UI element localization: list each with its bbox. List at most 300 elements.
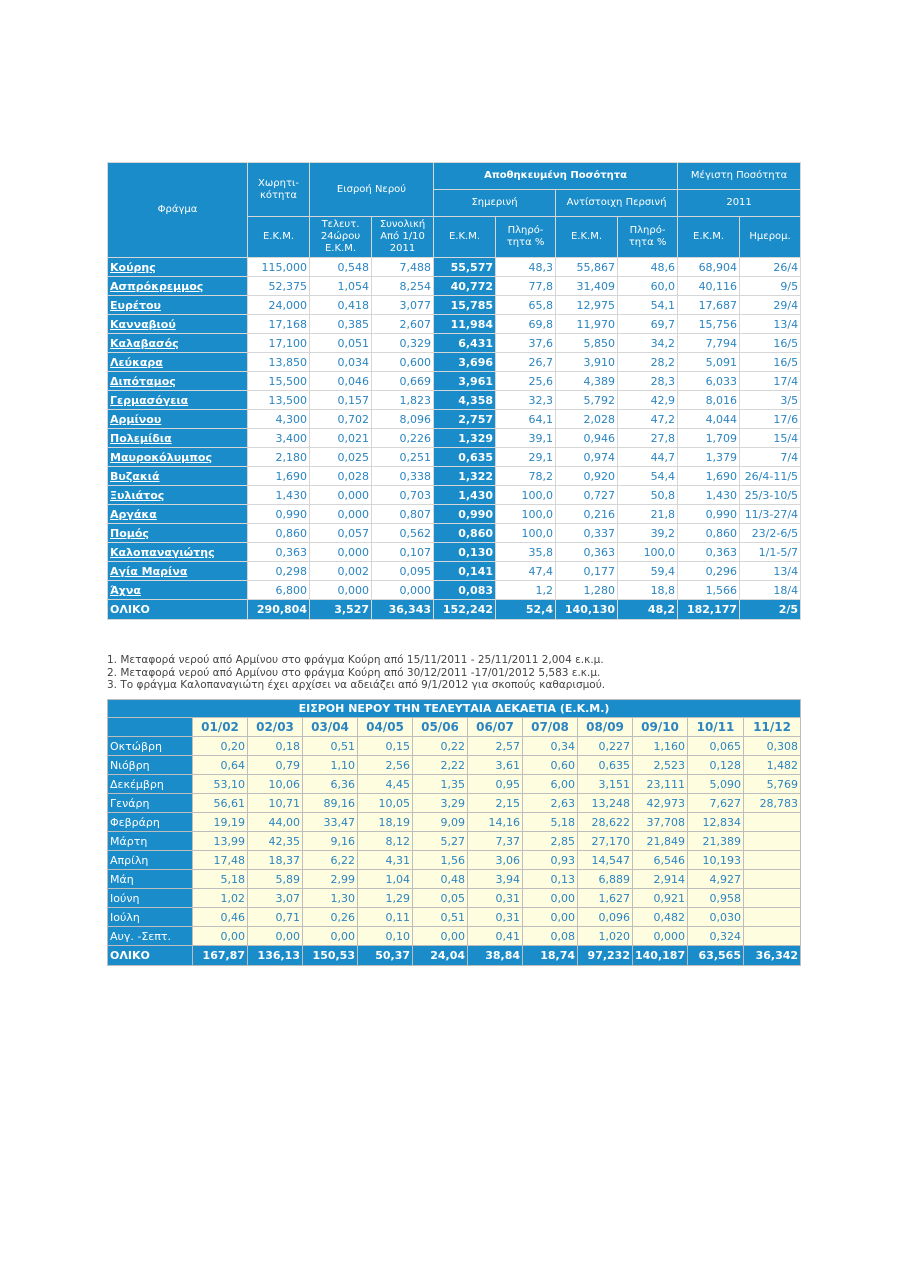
inflow-cell	[744, 889, 801, 908]
inflow-cell: 3,151	[578, 775, 633, 794]
cell-previous-volume: 31,409	[556, 277, 618, 296]
cell-today-volume: 1,322	[434, 467, 496, 486]
cell-today-volume: 4,358	[434, 391, 496, 410]
header-inflow: Εισροή Νερού	[310, 163, 434, 217]
table-row	[108, 908, 801, 927]
inflow-cell: 1,35	[413, 775, 468, 794]
dam-name-link[interactable]: Πολεμίδια	[108, 429, 248, 448]
month-label: Ιούλη	[108, 908, 193, 927]
header-prev-ekm: Ε.Κ.Μ.	[556, 217, 618, 258]
inflow-cell: 0,227	[578, 737, 633, 756]
cell-today-fill-pct: 37,6	[496, 334, 556, 353]
cell-previous-fill-pct: 44,7	[618, 448, 678, 467]
table-row	[108, 927, 801, 946]
cell-today-volume: 0,141	[434, 562, 496, 581]
header-stored: Αποθηκευμένη Ποσότητα	[434, 163, 678, 190]
inflow-cell: 0,71	[248, 908, 303, 927]
cell-today-fill-pct: 69,8	[496, 315, 556, 334]
cell-previous-fill-pct: 54,4	[618, 467, 678, 486]
dam-storage-table	[107, 162, 801, 620]
month-label: Αυγ. -Σεπτ.	[108, 927, 193, 946]
inflow-cell: 0,030	[688, 908, 744, 927]
inflow-cell: 0,31	[468, 908, 523, 927]
cell-max-date: 17/6	[740, 410, 801, 429]
dam-name-link[interactable]: Ευρέτου	[108, 296, 248, 315]
inflow-cell: 5,769	[744, 775, 801, 794]
footnote: 1. Μεταφορά νερού από Αρμίνου στο φράγμα Κούρη από 15/11/2011 - 25/11/2011 2,004 ε.κ.μ.	[107, 654, 604, 666]
table-row	[108, 277, 801, 296]
cell-max-date: 1/1-5/7	[740, 543, 801, 562]
inflow-cell: 13,248	[578, 794, 633, 813]
cell-previous-fill-pct: 50,8	[618, 486, 678, 505]
dam-name-link[interactable]: Καλοπαναγιώτης	[108, 543, 248, 562]
table-row	[108, 315, 801, 334]
inflow-cell: 0,00	[523, 889, 578, 908]
dam-name-link[interactable]: Άχνα	[108, 581, 248, 600]
inflow-cell: 42,973	[633, 794, 688, 813]
month-label: Νιόβρη	[108, 756, 193, 775]
table-row	[108, 467, 801, 486]
cell-capacity: 17,168	[248, 315, 310, 334]
cell-previous-volume: 5,792	[556, 391, 618, 410]
inflow-cell: 2,22	[413, 756, 468, 775]
cell-previous-volume: 11,970	[556, 315, 618, 334]
cell-previous-fill-pct: 100,0	[618, 543, 678, 562]
cell-max-volume: 5,091	[678, 353, 740, 372]
total-today: 152,242	[434, 600, 496, 620]
table-row	[108, 448, 801, 467]
cell-max-volume: 4,044	[678, 410, 740, 429]
inflow-cell: 2,15	[468, 794, 523, 813]
table-row	[108, 524, 801, 543]
cell-today-volume: 0,860	[434, 524, 496, 543]
inflow-cell: 9,09	[413, 813, 468, 832]
cell-today-volume: 0,083	[434, 581, 496, 600]
inflow-cell: 1,29	[358, 889, 413, 908]
cell-max-volume: 0,296	[678, 562, 740, 581]
header-capacity: Χωρητι-κότητα	[248, 163, 310, 217]
inflow-cell	[744, 851, 801, 870]
header-max-ekm: Ε.Κ.Μ.	[678, 217, 740, 258]
decade-total-cell: 38,84	[468, 946, 523, 966]
cell-capacity: 0,298	[248, 562, 310, 581]
cell-today-fill-pct: 65,8	[496, 296, 556, 315]
cell-max-volume: 1,709	[678, 429, 740, 448]
cell-max-volume: 1,690	[678, 467, 740, 486]
inflow-cell: 2,63	[523, 794, 578, 813]
cell-max-volume: 0,363	[678, 543, 740, 562]
table-row	[108, 756, 801, 775]
cell-inflow-total: 0,329	[372, 334, 434, 353]
month-label: Μάρτη	[108, 832, 193, 851]
cell-inflow-24h: 0,548	[310, 258, 372, 277]
cell-max-date: 15/4	[740, 429, 801, 448]
year-header: 05/06	[413, 718, 468, 737]
year-header: 04/05	[358, 718, 413, 737]
year-header: 11/12	[744, 718, 801, 737]
decade-total-row	[108, 946, 801, 966]
cell-inflow-total: 0,251	[372, 448, 434, 467]
cell-inflow-total: 8,096	[372, 410, 434, 429]
inflow-cell: 21,389	[688, 832, 744, 851]
cell-previous-volume: 4,389	[556, 372, 618, 391]
cell-inflow-24h: 0,046	[310, 372, 372, 391]
header-today-ekm: Ε.Κ.Μ.	[434, 217, 496, 258]
inflow-cell: 0,08	[523, 927, 578, 946]
inflow-cell: 0,065	[688, 737, 744, 756]
inflow-cell: 6,00	[523, 775, 578, 794]
cell-previous-fill-pct: 42,9	[618, 391, 678, 410]
table-row	[108, 562, 801, 581]
inflow-cell: 0,10	[358, 927, 413, 946]
inflow-cell: 6,22	[303, 851, 358, 870]
cell-capacity: 0,363	[248, 543, 310, 562]
cell-capacity: 24,000	[248, 296, 310, 315]
inflow-cell: 27,170	[578, 832, 633, 851]
inflow-cell: 0,00	[303, 927, 358, 946]
cell-capacity: 1,430	[248, 486, 310, 505]
inflow-cell: 2,523	[633, 756, 688, 775]
cell-today-fill-pct: 48,3	[496, 258, 556, 277]
dam-name-link[interactable]: Διπόταμος	[108, 372, 248, 391]
inflow-cell: 7,627	[688, 794, 744, 813]
cell-inflow-24h: 0,051	[310, 334, 372, 353]
inflow-cell: 4,31	[358, 851, 413, 870]
cell-today-volume: 55,577	[434, 258, 496, 277]
inflow-cell: 2,57	[468, 737, 523, 756]
cell-max-date: 13/4	[740, 562, 801, 581]
inflow-cell: 89,16	[303, 794, 358, 813]
inflow-cell	[744, 813, 801, 832]
cell-previous-fill-pct: 59,4	[618, 562, 678, 581]
cell-previous-volume: 0,216	[556, 505, 618, 524]
inflow-cell: 0,22	[413, 737, 468, 756]
dam-name-link[interactable]: Ξυλιάτος	[108, 486, 248, 505]
cell-max-date: 23/2-6/5	[740, 524, 801, 543]
inflow-cell: 4,927	[688, 870, 744, 889]
decade-total-cell: 63,565	[688, 946, 744, 966]
cell-max-date: 16/5	[740, 334, 801, 353]
cell-inflow-total: 0,807	[372, 505, 434, 524]
inflow-cell: 2,99	[303, 870, 358, 889]
inflow-cell: 0,95	[468, 775, 523, 794]
inflow-cell: 0,05	[413, 889, 468, 908]
cell-capacity: 0,860	[248, 524, 310, 543]
inflow-cell: 0,48	[413, 870, 468, 889]
inflow-cell: 0,60	[523, 756, 578, 775]
inflow-cell: 0,324	[688, 927, 744, 946]
footnote: 3. Το φράγμα Καλοπαναγιώτη έχει αρχίσει να αδειάζει από 9/1/2012 για σκοπούς καθαρισμού.	[107, 679, 606, 691]
inflow-cell: 1,02	[193, 889, 248, 908]
cell-inflow-24h: 0,025	[310, 448, 372, 467]
decade-total-cell: 136,13	[248, 946, 303, 966]
cell-today-volume: 3,961	[434, 372, 496, 391]
inflow-cell: 1,482	[744, 756, 801, 775]
inflow-cell: 0,93	[523, 851, 578, 870]
month-label: Γενάρη	[108, 794, 193, 813]
cell-max-volume: 40,116	[678, 277, 740, 296]
inflow-cell: 0,41	[468, 927, 523, 946]
cell-previous-fill-pct: 18,8	[618, 581, 678, 600]
total-label: ΟΛΙΚΟ	[108, 600, 248, 620]
cell-inflow-24h: 0,418	[310, 296, 372, 315]
inflow-cell: 12,834	[688, 813, 744, 832]
header-max-date: Ημερομ.	[740, 217, 801, 258]
total-inflow-total: 36,343	[372, 600, 434, 620]
inflow-cell: 44,00	[248, 813, 303, 832]
header-inflow-total: Συνολική Από 1/10 2011	[372, 217, 434, 258]
cell-max-volume: 8,016	[678, 391, 740, 410]
inflow-cell: 0,51	[303, 737, 358, 756]
cell-inflow-24h: 0,000	[310, 505, 372, 524]
cell-inflow-24h: 0,034	[310, 353, 372, 372]
cell-previous-volume: 0,974	[556, 448, 618, 467]
inflow-cell: 0,308	[744, 737, 801, 756]
cell-today-fill-pct: 47,4	[496, 562, 556, 581]
inflow-cell: 1,160	[633, 737, 688, 756]
table-row	[108, 889, 801, 908]
cell-max-volume: 7,794	[678, 334, 740, 353]
cell-capacity: 13,500	[248, 391, 310, 410]
footnotes	[107, 654, 800, 692]
month-label: Φεβράρη	[108, 813, 193, 832]
inflow-cell: 28,783	[744, 794, 801, 813]
dam-name-link[interactable]: Αργάκα	[108, 505, 248, 524]
cell-max-volume: 17,687	[678, 296, 740, 315]
cell-capacity: 6,800	[248, 581, 310, 600]
inflow-cell: 3,29	[413, 794, 468, 813]
decade-inflow-table	[107, 699, 801, 966]
total-previous-pct: 48,2	[618, 600, 678, 620]
table-row	[108, 794, 801, 813]
decade-total-label: ΟΛΙΚΟ	[108, 946, 193, 966]
dam-name-link[interactable]: Αρμίνου	[108, 410, 248, 429]
cell-max-date: 26/4	[740, 258, 801, 277]
inflow-cell: 1,56	[413, 851, 468, 870]
cell-previous-fill-pct: 34,2	[618, 334, 678, 353]
header-max: Μέγιστη Ποσότητα	[678, 163, 801, 190]
cell-previous-fill-pct: 39,2	[618, 524, 678, 543]
table-row	[108, 813, 801, 832]
inflow-cell: 10,05	[358, 794, 413, 813]
cell-inflow-24h: 1,054	[310, 277, 372, 296]
inflow-cell: 1,627	[578, 889, 633, 908]
total-previous: 140,130	[556, 600, 618, 620]
inflow-cell: 0,31	[468, 889, 523, 908]
cell-inflow-24h: 0,057	[310, 524, 372, 543]
dam-name-link[interactable]: Γερμασόγεια	[108, 391, 248, 410]
cell-inflow-24h: 0,021	[310, 429, 372, 448]
cell-inflow-24h: 0,000	[310, 543, 372, 562]
inflow-cell: 0,51	[413, 908, 468, 927]
inflow-cell: 5,27	[413, 832, 468, 851]
table-row	[108, 391, 801, 410]
dam-name-link[interactable]: Κούρης	[108, 258, 248, 277]
inflow-cell: 0,64	[193, 756, 248, 775]
decade-total-cell: 167,87	[193, 946, 248, 966]
inflow-cell: 7,37	[468, 832, 523, 851]
table-row	[108, 581, 801, 600]
dam-name-link[interactable]: Καλαβασός	[108, 334, 248, 353]
cell-today-fill-pct: 64,1	[496, 410, 556, 429]
cell-max-date: 9/5	[740, 277, 801, 296]
cell-previous-volume: 5,850	[556, 334, 618, 353]
cell-today-fill-pct: 29,1	[496, 448, 556, 467]
header-max-year: 2011	[678, 190, 801, 217]
table-row	[108, 258, 801, 277]
cell-previous-volume: 3,910	[556, 353, 618, 372]
cell-max-date: 29/4	[740, 296, 801, 315]
inflow-cell: 18,19	[358, 813, 413, 832]
inflow-cell: 0,635	[578, 756, 633, 775]
inflow-cell: 6,36	[303, 775, 358, 794]
cell-max-volume: 1,566	[678, 581, 740, 600]
month-label: Απρίλη	[108, 851, 193, 870]
dams-total-row	[108, 600, 801, 620]
inflow-cell: 0,79	[248, 756, 303, 775]
inflow-cell: 0,000	[633, 927, 688, 946]
year-header: 06/07	[468, 718, 523, 737]
dam-name-link[interactable]: Ασπρόκρεμμος	[108, 277, 248, 296]
cell-capacity: 3,400	[248, 429, 310, 448]
cell-max-volume: 1,379	[678, 448, 740, 467]
month-label: Δεκέμβρη	[108, 775, 193, 794]
cell-inflow-total: 0,600	[372, 353, 434, 372]
year-header: 02/03	[248, 718, 303, 737]
table-row	[108, 429, 801, 448]
inflow-cell: 0,18	[248, 737, 303, 756]
inflow-cell: 14,16	[468, 813, 523, 832]
inflow-cell	[744, 927, 801, 946]
cell-today-fill-pct: 25,6	[496, 372, 556, 391]
cell-previous-volume: 2,028	[556, 410, 618, 429]
inflow-cell: 0,20	[193, 737, 248, 756]
inflow-cell: 2,56	[358, 756, 413, 775]
table-row	[108, 486, 801, 505]
table-row	[108, 372, 801, 391]
cell-capacity: 1,690	[248, 467, 310, 486]
cell-inflow-total: 0,669	[372, 372, 434, 391]
cell-today-volume: 40,772	[434, 277, 496, 296]
inflow-cell: 1,04	[358, 870, 413, 889]
decade-total-cell: 50,37	[358, 946, 413, 966]
cell-today-volume: 3,696	[434, 353, 496, 372]
cell-max-date: 25/3-10/5	[740, 486, 801, 505]
inflow-cell	[744, 870, 801, 889]
cell-today-fill-pct: 78,2	[496, 467, 556, 486]
cell-max-date: 7/4	[740, 448, 801, 467]
cell-max-date: 18/4	[740, 581, 801, 600]
inflow-cell: 0,00	[413, 927, 468, 946]
cell-previous-volume: 12,975	[556, 296, 618, 315]
cell-previous-volume: 0,727	[556, 486, 618, 505]
year-header: 08/09	[578, 718, 633, 737]
total-max-date: 2/5	[740, 600, 801, 620]
inflow-cell: 1,020	[578, 927, 633, 946]
cell-capacity: 4,300	[248, 410, 310, 429]
cell-today-fill-pct: 100,0	[496, 505, 556, 524]
inflow-cell: 0,128	[688, 756, 744, 775]
inflow-cell: 2,914	[633, 870, 688, 889]
cell-inflow-total: 0,338	[372, 467, 434, 486]
cell-inflow-total: 0,107	[372, 543, 434, 562]
inflow-cell: 0,34	[523, 737, 578, 756]
inflow-cell: 0,15	[358, 737, 413, 756]
cell-max-date: 17/4	[740, 372, 801, 391]
inflow-cell: 9,16	[303, 832, 358, 851]
month-label: Μάη	[108, 870, 193, 889]
inflow-cell: 17,48	[193, 851, 248, 870]
cell-inflow-total: 0,562	[372, 524, 434, 543]
cell-today-fill-pct: 32,3	[496, 391, 556, 410]
header-inflow-24h: Τελευτ. 24ώρου Ε.Κ.Μ.	[310, 217, 372, 258]
cell-previous-volume: 0,337	[556, 524, 618, 543]
inflow-cell: 5,89	[248, 870, 303, 889]
cell-inflow-total: 0,095	[372, 562, 434, 581]
cell-today-volume: 1,430	[434, 486, 496, 505]
inflow-cell: 0,00	[193, 927, 248, 946]
cell-today-fill-pct: 100,0	[496, 524, 556, 543]
dam-name-link[interactable]: Κανναβιού	[108, 315, 248, 334]
inflow-cell: 37,708	[633, 813, 688, 832]
cell-today-fill-pct: 1,2	[496, 581, 556, 600]
inflow-cell: 2,85	[523, 832, 578, 851]
cell-max-date: 11/3-27/4	[740, 505, 801, 524]
dam-name-link[interactable]: Λεύκαρα	[108, 353, 248, 372]
inflow-cell: 5,18	[523, 813, 578, 832]
dam-name-link[interactable]: Αγία Μαρίνα	[108, 562, 248, 581]
year-header: 09/10	[633, 718, 688, 737]
inflow-cell: 42,35	[248, 832, 303, 851]
inflow-cell: 0,13	[523, 870, 578, 889]
inflow-cell: 28,622	[578, 813, 633, 832]
inflow-cell: 0,482	[633, 908, 688, 927]
cell-previous-fill-pct: 27,8	[618, 429, 678, 448]
cell-max-volume: 6,033	[678, 372, 740, 391]
table-row	[108, 334, 801, 353]
table-row	[108, 775, 801, 794]
year-header: 07/08	[523, 718, 578, 737]
cell-inflow-24h: 0,385	[310, 315, 372, 334]
inflow-cell: 56,61	[193, 794, 248, 813]
inflow-cell: 1,30	[303, 889, 358, 908]
dam-name-link[interactable]: Μαυροκόλυμπος	[108, 448, 248, 467]
cell-today-volume: 0,990	[434, 505, 496, 524]
inflow-cell: 3,61	[468, 756, 523, 775]
inflow-cell: 33,47	[303, 813, 358, 832]
month-label: Ιούνη	[108, 889, 193, 908]
cell-previous-volume: 0,363	[556, 543, 618, 562]
cell-max-date: 3/5	[740, 391, 801, 410]
table-row	[108, 543, 801, 562]
dam-name-link[interactable]: Βυζακιά	[108, 467, 248, 486]
cell-previous-fill-pct: 28,3	[618, 372, 678, 391]
cell-today-fill-pct: 100,0	[496, 486, 556, 505]
inflow-cell: 23,111	[633, 775, 688, 794]
total-today-pct: 52,4	[496, 600, 556, 620]
inflow-cell: 14,547	[578, 851, 633, 870]
cell-max-date: 16/5	[740, 353, 801, 372]
cell-today-volume: 15,785	[434, 296, 496, 315]
inflow-cell: 0,00	[523, 908, 578, 927]
dam-name-link[interactable]: Πομός	[108, 524, 248, 543]
decade-total-cell: 36,342	[744, 946, 801, 966]
inflow-cell: 21,849	[633, 832, 688, 851]
cell-max-volume: 1,430	[678, 486, 740, 505]
table-row	[108, 505, 801, 524]
inflow-cell: 53,10	[193, 775, 248, 794]
cell-today-volume: 0,130	[434, 543, 496, 562]
